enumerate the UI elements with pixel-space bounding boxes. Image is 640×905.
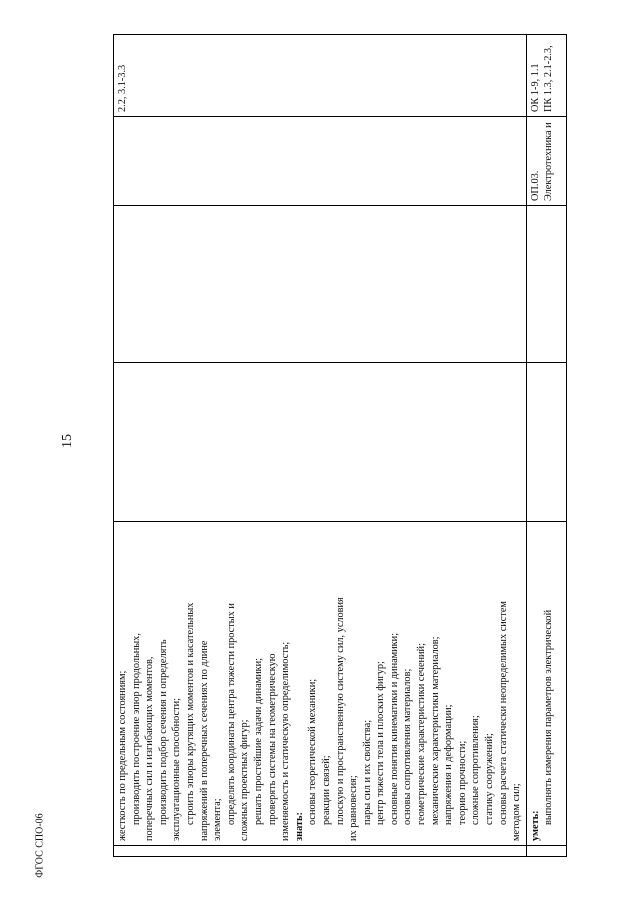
skills-knowledge-cell [114,522,527,846]
competencies-text: ПК 1.3, 2.1-2.3, [543,45,555,112]
text-line: основы расчета статически неопределимых систем [497,601,509,825]
text-line: пары сил и их свойства; [361,719,373,825]
section-heading: знать: [293,812,305,841]
text-line: центр тяжести тела и плоских фигур; [375,661,387,825]
text-line: производить построение эпюр продольных, [130,633,142,825]
page-number: 15 [60,434,75,448]
text-line: механические характеристики материалов; [429,636,441,825]
table-cell-empty [114,846,527,857]
table-cell-empty [114,117,527,206]
table-row [526,35,566,857]
competencies-cell [526,35,566,117]
text-line: производить подбор сечения и определять [157,639,169,825]
text-line: основы теоретической механики; [307,678,319,825]
section-heading: уметь: [529,810,541,841]
skills-knowledge-cell [526,522,566,846]
competencies-text: 2.2, 3.1-3.3 [117,64,128,112]
competencies-text: ОК 1-9, 1.1 [529,63,541,112]
text-line: основы сопротивления материалов; [402,668,414,825]
text-line: напряжения и деформации; [443,704,455,825]
text-line: геометрические характеристики сечений; [416,643,428,825]
discipline-code: ОП.03. [529,170,541,201]
text-line: решать простейшие задачи динамики; [252,657,264,825]
text-line: основные понятия кинематики и динамики; [388,632,400,825]
table-cell-empty [526,206,566,363]
text-line: теорию прочности; [456,740,468,825]
text-line: выполнять измерения параметров электрической [543,609,555,825]
text-line: изменяемость и статическую определимость; [280,641,292,841]
text-line: напряжений в поперечных сечениях по длине [198,640,210,841]
table-cell-empty [526,846,566,857]
text-line: методом сил; [511,783,523,841]
text-line: плоскую и пространственную систему сил, условия [334,597,346,825]
table-cell-empty [114,206,527,363]
text-line: их равновесия; [348,775,360,841]
text-line: статику сооружений; [484,733,496,825]
table-cell-empty [526,363,566,522]
table-cell-empty [114,363,527,522]
text-line: жесткость по предельным состояниям; [117,670,128,841]
discipline-name: Электротехника и [543,122,555,201]
text-line: реакции связей; [320,755,332,825]
text-line: сложных проектных фигур; [239,719,251,841]
text-line: проверять системы на геометрическую [266,653,278,825]
text-line: строить эпюры крутящих моментов и касательных [184,602,196,825]
discipline-cell [526,117,566,206]
text-line: сложные сопротивления; [470,715,482,825]
text-line: определять координаты центра тяжести простых и [225,603,237,825]
standard-table [113,34,567,857]
standard-table-container [113,37,583,857]
document-footer: ФГОС СПО-06 [34,813,46,878]
text-line: элемента; [212,798,224,841]
text-line: эксплуатационные способности; [171,698,183,841]
text-line: поперечных сил и изгибающих моментов, [144,656,156,841]
competencies-cell [114,35,527,117]
table-row [114,35,527,857]
